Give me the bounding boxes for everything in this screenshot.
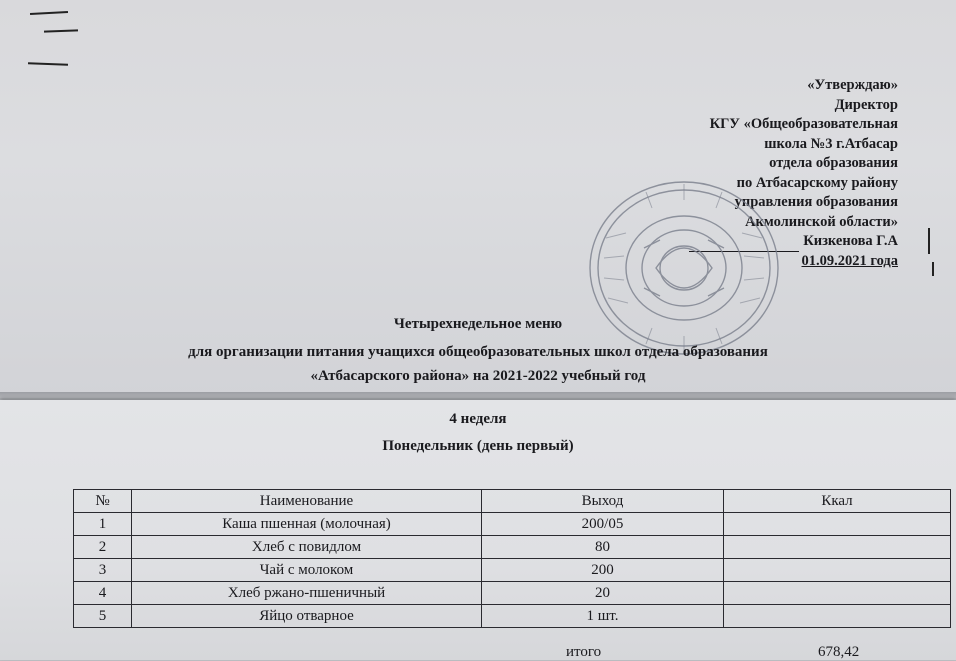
cell-output: 200 (482, 559, 724, 582)
approval-line: Директор (834, 96, 898, 113)
approval-line: КГУ «Общеобразовательная (709, 116, 898, 132)
cell-kcal (724, 582, 951, 605)
approval-line: «Утверждаю» (807, 77, 898, 93)
table-row (74, 513, 951, 536)
approval-line: школа №3 г.Атбасар (764, 135, 898, 152)
header-number: № (74, 490, 132, 513)
header-output: Выход (482, 490, 724, 513)
cell-number: 1 (74, 513, 132, 536)
cell-output: 20 (482, 582, 724, 605)
cell-number: 4 (74, 582, 132, 605)
cell-name: Хлеб с повидлом (132, 536, 482, 559)
approval-line: отдела образования (769, 155, 898, 171)
menu-table (73, 489, 951, 628)
cell-number: 5 (74, 605, 132, 628)
day-heading: Понедельник (день первый) (382, 438, 574, 454)
cell-kcal (724, 605, 951, 628)
week-heading: 4 неделя (449, 411, 507, 427)
cell-output: 80 (482, 536, 724, 559)
approval-line: управления образования (734, 194, 898, 210)
title-line: для организации питания учащихся общеобразовательных школ отдела образования (188, 344, 768, 360)
approval-line: Акмолинской области» (745, 213, 898, 230)
pen-mark (928, 228, 930, 254)
approval-line: по Атбасарскому району (736, 174, 898, 191)
cell-output: 1 шт. (482, 605, 724, 628)
cell-name: Чай с молоком (132, 559, 482, 582)
table-row (74, 536, 951, 559)
cell-kcal (724, 513, 951, 536)
cell-kcal (724, 559, 951, 582)
cell-output: 200/05 (482, 513, 724, 536)
header-name: Наименование (132, 490, 482, 513)
approval-date: 01.09.2021 года (801, 252, 898, 269)
title-line: Четырехнедельное меню (393, 316, 563, 332)
cell-kcal (724, 536, 951, 559)
total-label: итого (566, 644, 602, 660)
cell-name: Каша пшенная (молочная) (132, 513, 482, 536)
title-line: «Атбасарского района» на 2021-2022 учебный год (310, 368, 646, 384)
pen-mark (932, 262, 934, 276)
table-row (74, 605, 951, 628)
cell-number: 3 (74, 559, 132, 582)
table-row (74, 582, 951, 605)
table-row (74, 559, 951, 582)
signatory-name: Кизкенова Г.А (803, 233, 898, 249)
total-value: 678,42 (818, 644, 860, 660)
cell-name: Яйцо отварное (132, 605, 482, 628)
header-kcal: Ккал (724, 490, 951, 513)
table-header-row (74, 490, 951, 513)
cell-name: Хлеб ржано-пшеничный (132, 582, 482, 605)
cell-number: 2 (74, 536, 132, 559)
